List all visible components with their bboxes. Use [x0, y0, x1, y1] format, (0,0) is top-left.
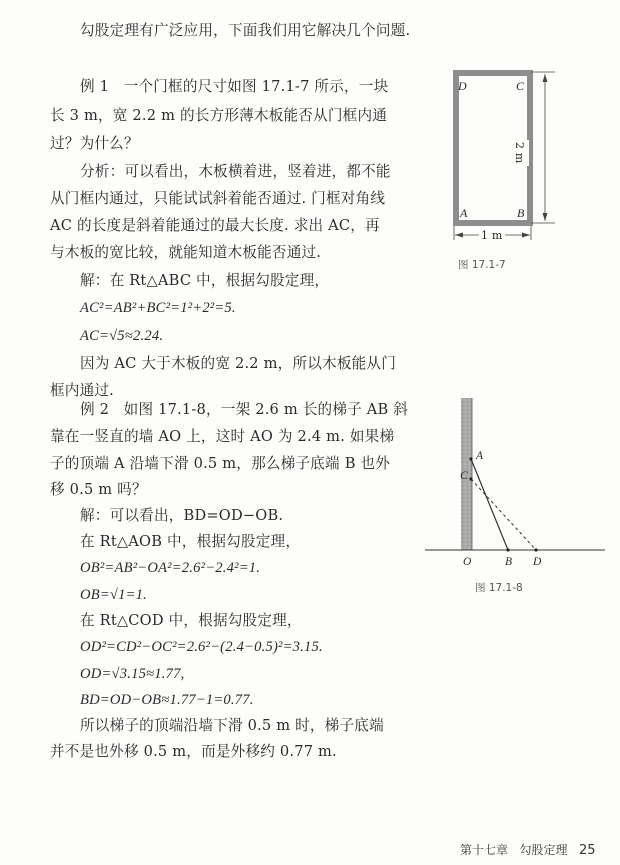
example2-label: 例 2 [80, 401, 110, 418]
ladder-label-A: A [476, 450, 484, 462]
example1-solution-4: 框内通过. [50, 382, 115, 399]
example1-line-0: 一个门框的尺寸如图 17.1-7 所示，一块 [123, 78, 389, 95]
height-label: 2 m [509, 140, 529, 166]
ladder-label-C: C [460, 470, 468, 482]
example2-solution-6: OD=√3.15≈1.77, [80, 666, 185, 682]
label-D: D [458, 79, 467, 93]
example1-line-2: 过？为什么？ [50, 135, 139, 152]
intro-paragraph: 勾股定理有广泛应用，下面我们用它解决几个问题. [80, 22, 411, 39]
example2-solution-4: 在 Rt△COD 中，根据勾股定理， [80, 612, 302, 629]
example1-solution-3: 因为 AC 大于木板的宽 2.2 m，所以木板能从门 [80, 355, 397, 372]
footer-chapter: 第十七章 [460, 843, 509, 857]
example2-solution-8: 所以梯子的顶端沿墙下滑 0.5 m 时，梯子底端 [80, 717, 384, 734]
example2-solution-1: 在 Rt△AOB 中，根据勾股定理， [80, 533, 301, 550]
example2-solution-7: BD=OD−OB≈1.77−1=0.77. [80, 692, 254, 708]
example2-solution-3: OB=√1=1. [80, 587, 148, 603]
label-A: A [460, 206, 468, 220]
label-B: B [517, 206, 525, 220]
label-C: C [516, 79, 525, 93]
example1-analysis-0: 分析：可以看出，木板横着进，竖着进，都不能 [80, 163, 391, 180]
example1-solution-2: AC=√5≈2.24. [80, 328, 164, 344]
footer [460, 841, 595, 858]
page-number: 25 [578, 843, 596, 858]
width-label: 1 m [479, 226, 505, 246]
example2-heading [80, 400, 408, 420]
figure-ladder-wall [420, 395, 610, 565]
figure-caption-17-1-8: 图 17.1-8 [475, 582, 523, 594]
example1-analysis-2: AC 的长度是斜着能通过的最大长度. 求出 AC，再 [50, 217, 380, 234]
example1-solution-1: AC²=AB²+BC²=1²+2²=5. [80, 300, 236, 316]
example2-solution-0: 解：可以看出，BD=OD−OB. [80, 507, 284, 524]
example1-label: 例 1 [80, 78, 110, 95]
ladder-label-D: D [533, 556, 542, 568]
example2-line-1: 靠在一竖直的墙 AO 上，这时 AO 为 2.4 m. 如果梯 [50, 428, 395, 445]
example2-solution-2: OB²=AB²−OA²=2.6²−2.4²=1. [80, 560, 261, 576]
example1-analysis-3: 与木板的宽比较，就能知道木板能否通过. [50, 244, 322, 261]
example1-line-1: 长 3 m，宽 2.2 m 的长方形薄木板能否从门框内通 [50, 107, 388, 124]
example1-analysis-1: 从门框内通过，只能试试斜着能否通过. 门框对角线 [50, 190, 386, 207]
figure-caption-17-1-7: 图 17.1-7 [458, 259, 506, 271]
ladder-label-O: O [463, 556, 472, 568]
example2-solution-5: OD²=CD²−OC²=2.6²−(2.4−0.5)²=3.15. [80, 639, 323, 655]
example1-heading [80, 77, 388, 97]
example2-line-2: 子的顶端 A 沿墙下滑 0.5 m，那么梯子底端 B 也外 [50, 455, 391, 472]
example2-line-3: 移 0.5 m 吗？ [50, 481, 147, 498]
example2-solution-9: 并不是也外移 0.5 m，而是外移约 0.77 m. [50, 743, 337, 760]
example1-solution-0: 解：在 Rt△ABC 中，根据勾股定理， [80, 272, 330, 289]
ladder-label-B: B [505, 556, 513, 568]
example2-line-0: 如图 17.1-8，一架 2.6 m 长的梯子 AB 斜 [123, 401, 409, 418]
footer-section: 勾股定理 [519, 843, 568, 857]
